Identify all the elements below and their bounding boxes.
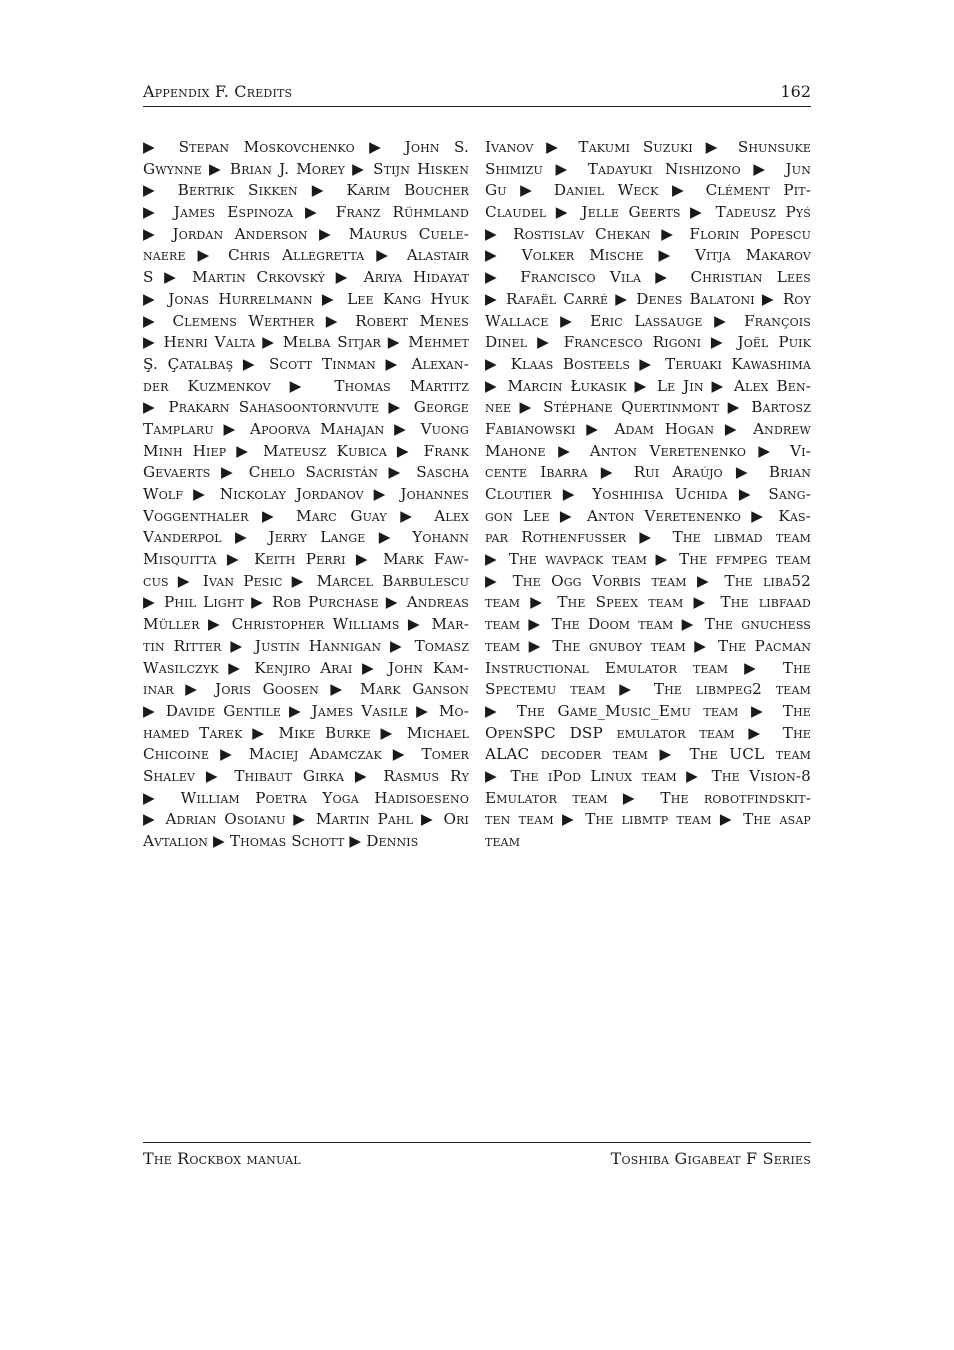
credits-line: ▶ Marcin Łukasik ▶ Le Jin ▶ Alex Ben- xyxy=(485,376,811,395)
credits-line: ▶ James Espinoza ▶ Franz Rühmland xyxy=(143,203,469,222)
manual-title: The Rockbox manual xyxy=(143,1149,301,1168)
credits-line: ▶ Henri Valta ▶ Melba Sitjar ▶ Mehmet xyxy=(143,333,469,352)
credits-line: ▶ Jonas Hurrelmann ▶ Lee Kang Hyuk xyxy=(143,289,469,308)
credits-body xyxy=(143,137,811,867)
credits-line: Dinel ▶ Francesco Rigoni ▶ Joël Puik xyxy=(485,333,811,352)
credits-line: Emulator team ▶ The robotfindskit- xyxy=(485,788,811,807)
credits-line: inar ▶ Joris Goosen ▶ Mark Ganson xyxy=(143,680,469,699)
credits-line: ALAC decoder team ▶ The UCL team xyxy=(485,745,811,764)
credits-line: team ▶ The Speex team ▶ The libfaad xyxy=(485,593,811,612)
credits-line: ▶ Stepan Moskovchenko ▶ John S. xyxy=(143,138,469,156)
credits-line: Ivanov ▶ Takumi Suzuki ▶ Shunsuke xyxy=(485,138,811,156)
credits-line: Müller ▶ Christopher Williams ▶ Mar- xyxy=(143,615,469,634)
credits-line: Vanderpol ▶ Jerry Lange ▶ Yohann xyxy=(143,528,469,547)
credits-line: cus ▶ Ivan Pesic ▶ Marcel Barbulescu xyxy=(143,571,469,590)
credits-line: S ▶ Martin Crkovský ▶ Ariya Hidayat xyxy=(143,268,469,287)
credits-line: ▶ Adrian Osoianu ▶ Martin Pahl ▶ Ori xyxy=(143,810,469,829)
credits-line: Gwynne ▶ Brian J. Morey ▶ Stijn Hisken xyxy=(143,159,469,178)
credits-line: Minh Hiep ▶ Mateusz Kubica ▶ Frank xyxy=(143,441,469,460)
credits-line: Avtalion ▶ Thomas Schott ▶ Dennis xyxy=(143,832,419,850)
credits-line: Cloutier ▶ Yoshihisa Uchida ▶ Sang- xyxy=(485,485,811,503)
credits-line: team xyxy=(485,832,521,850)
credits-line: Gevaerts ▶ Chelo Sacristán ▶ Sascha xyxy=(143,463,469,482)
credits-line: Gu ▶ Daniel Weck ▶ Clément Pit- xyxy=(485,181,811,200)
credits-line: Ş. Çatalbaş ▶ Scott Tinman ▶ Alexan- xyxy=(143,354,469,373)
device-series: Toshiba Gigabeat F Series xyxy=(610,1149,811,1168)
credits-line: ▶ The iPod Linux team ▶ The Vision-8 xyxy=(485,766,811,785)
credits-line: ▶ Phil Light ▶ Rob Purchase ▶ Andreas xyxy=(143,593,469,612)
credits-line: Shimizu ▶ Tadayuki Nishizono ▶ Jun xyxy=(485,159,811,178)
credits-line: Misquitta ▶ Keith Perri ▶ Mark Faw- xyxy=(143,550,469,569)
credits-line: ▶ Rafaël Carré ▶ Denes Balatoni ▶ Roy xyxy=(485,289,811,308)
credits-line: hamed Tarek ▶ Mike Burke ▶ Michael xyxy=(143,723,469,742)
page-header xyxy=(143,80,811,107)
credits-line: Shalev ▶ Thibaut Girka ▶ Rasmus Ry xyxy=(143,766,469,785)
credits-line: ▶ Davide Gentile ▶ James Vasile ▶ Mo- xyxy=(143,701,469,720)
credits-line: ▶ Bertrik Sikken ▶ Karim Boucher xyxy=(143,181,469,200)
credits-line: Instructional Emulator team ▶ The xyxy=(485,658,811,677)
credits-line: gon Lee ▶ Anton Veretenenko ▶ Kas- xyxy=(485,506,811,525)
credits-line: der Kuzmenkov ▶ Thomas Martitz xyxy=(143,376,469,395)
credits-line: team ▶ The gnuboy team ▶ The Pacman xyxy=(485,636,811,655)
credits-line: cente Ibarra ▶ Rui Araújo ▶ Brian xyxy=(485,463,811,482)
page-number: 162 xyxy=(780,82,811,101)
credits-line: Fabianowski ▶ Adam Hogan ▶ Andrew xyxy=(485,419,811,438)
credits-line: ▶ The wavpack team ▶ The ffmpeg team xyxy=(485,550,811,569)
chapter-title: Appendix F. Credits xyxy=(143,82,293,101)
credits-line: ▶ Klaas Bosteels ▶ Teruaki Kawashima xyxy=(485,354,811,373)
credits-line: nee ▶ Stéphane Quertinmont ▶ Bartosz xyxy=(485,398,811,417)
credits-line: team ▶ The Doom team ▶ The gnuchess xyxy=(485,615,811,634)
credits-line: ▶ Jordan Anderson ▶ Maurus Cuele- xyxy=(143,224,469,243)
credits-line: ▶ Rostislav Chekan ▶ Florin Popescu xyxy=(485,224,811,243)
credits-line: ▶ Clemens Werther ▶ Robert Menes xyxy=(143,311,469,330)
credits-line: ten team ▶ The libmtp team ▶ The asap xyxy=(485,810,811,829)
credits-line: Wasilczyk ▶ Kenjiro Arai ▶ John Kam- xyxy=(143,658,469,677)
credits-line: Wallace ▶ Eric Lassauge ▶ François xyxy=(485,311,811,330)
credits-line: Mahone ▶ Anton Veretenenko ▶ Vi- xyxy=(485,441,811,460)
credits-line: Wolf ▶ Nickolay Jordanov ▶ Johannes xyxy=(143,485,469,503)
credits-line: ▶ The Ogg Vorbis team ▶ The liba52 xyxy=(485,571,811,590)
credits-line: Spectemu team ▶ The libmpeg2 team xyxy=(485,680,811,699)
credits-line: ▶ Prakarn Sahasoontornvute ▶ George xyxy=(143,398,469,417)
credits-line: naere ▶ Chris Allegretta ▶ Alastair xyxy=(143,246,469,265)
credits-column-left xyxy=(143,137,469,867)
credits-line: OpenSPC DSP emulator team ▶ The xyxy=(485,723,811,742)
credits-line: ▶ William Poetra Yoga Hadisoeseno xyxy=(143,788,469,807)
credits-line: Chicoine ▶ Maciej Adamczak ▶ Tomer xyxy=(143,745,469,764)
credits-column-right xyxy=(485,137,811,867)
credits-line: Claudel ▶ Jelle Geerts ▶ Tadeusz Pyś xyxy=(485,203,811,222)
credits-line: ▶ The Game_Music_Emu team ▶ The xyxy=(485,701,811,720)
credits-line: ▶ Volker Mische ▶ Vitja Makarov xyxy=(485,246,811,265)
credits-line: Voggenthaler ▶ Marc Guay ▶ Alex xyxy=(143,506,469,525)
page-footer xyxy=(143,1142,811,1173)
credits-line: Tamplaru ▶ Apoorva Mahajan ▶ Vuong xyxy=(143,419,469,438)
credits-line: ▶ Francisco Vila ▶ Christian Lees xyxy=(485,268,811,287)
credits-line: par Rothenfusser ▶ The libmad team xyxy=(485,528,811,547)
credits-line: tin Ritter ▶ Justin Hannigan ▶ Tomasz xyxy=(143,636,469,655)
